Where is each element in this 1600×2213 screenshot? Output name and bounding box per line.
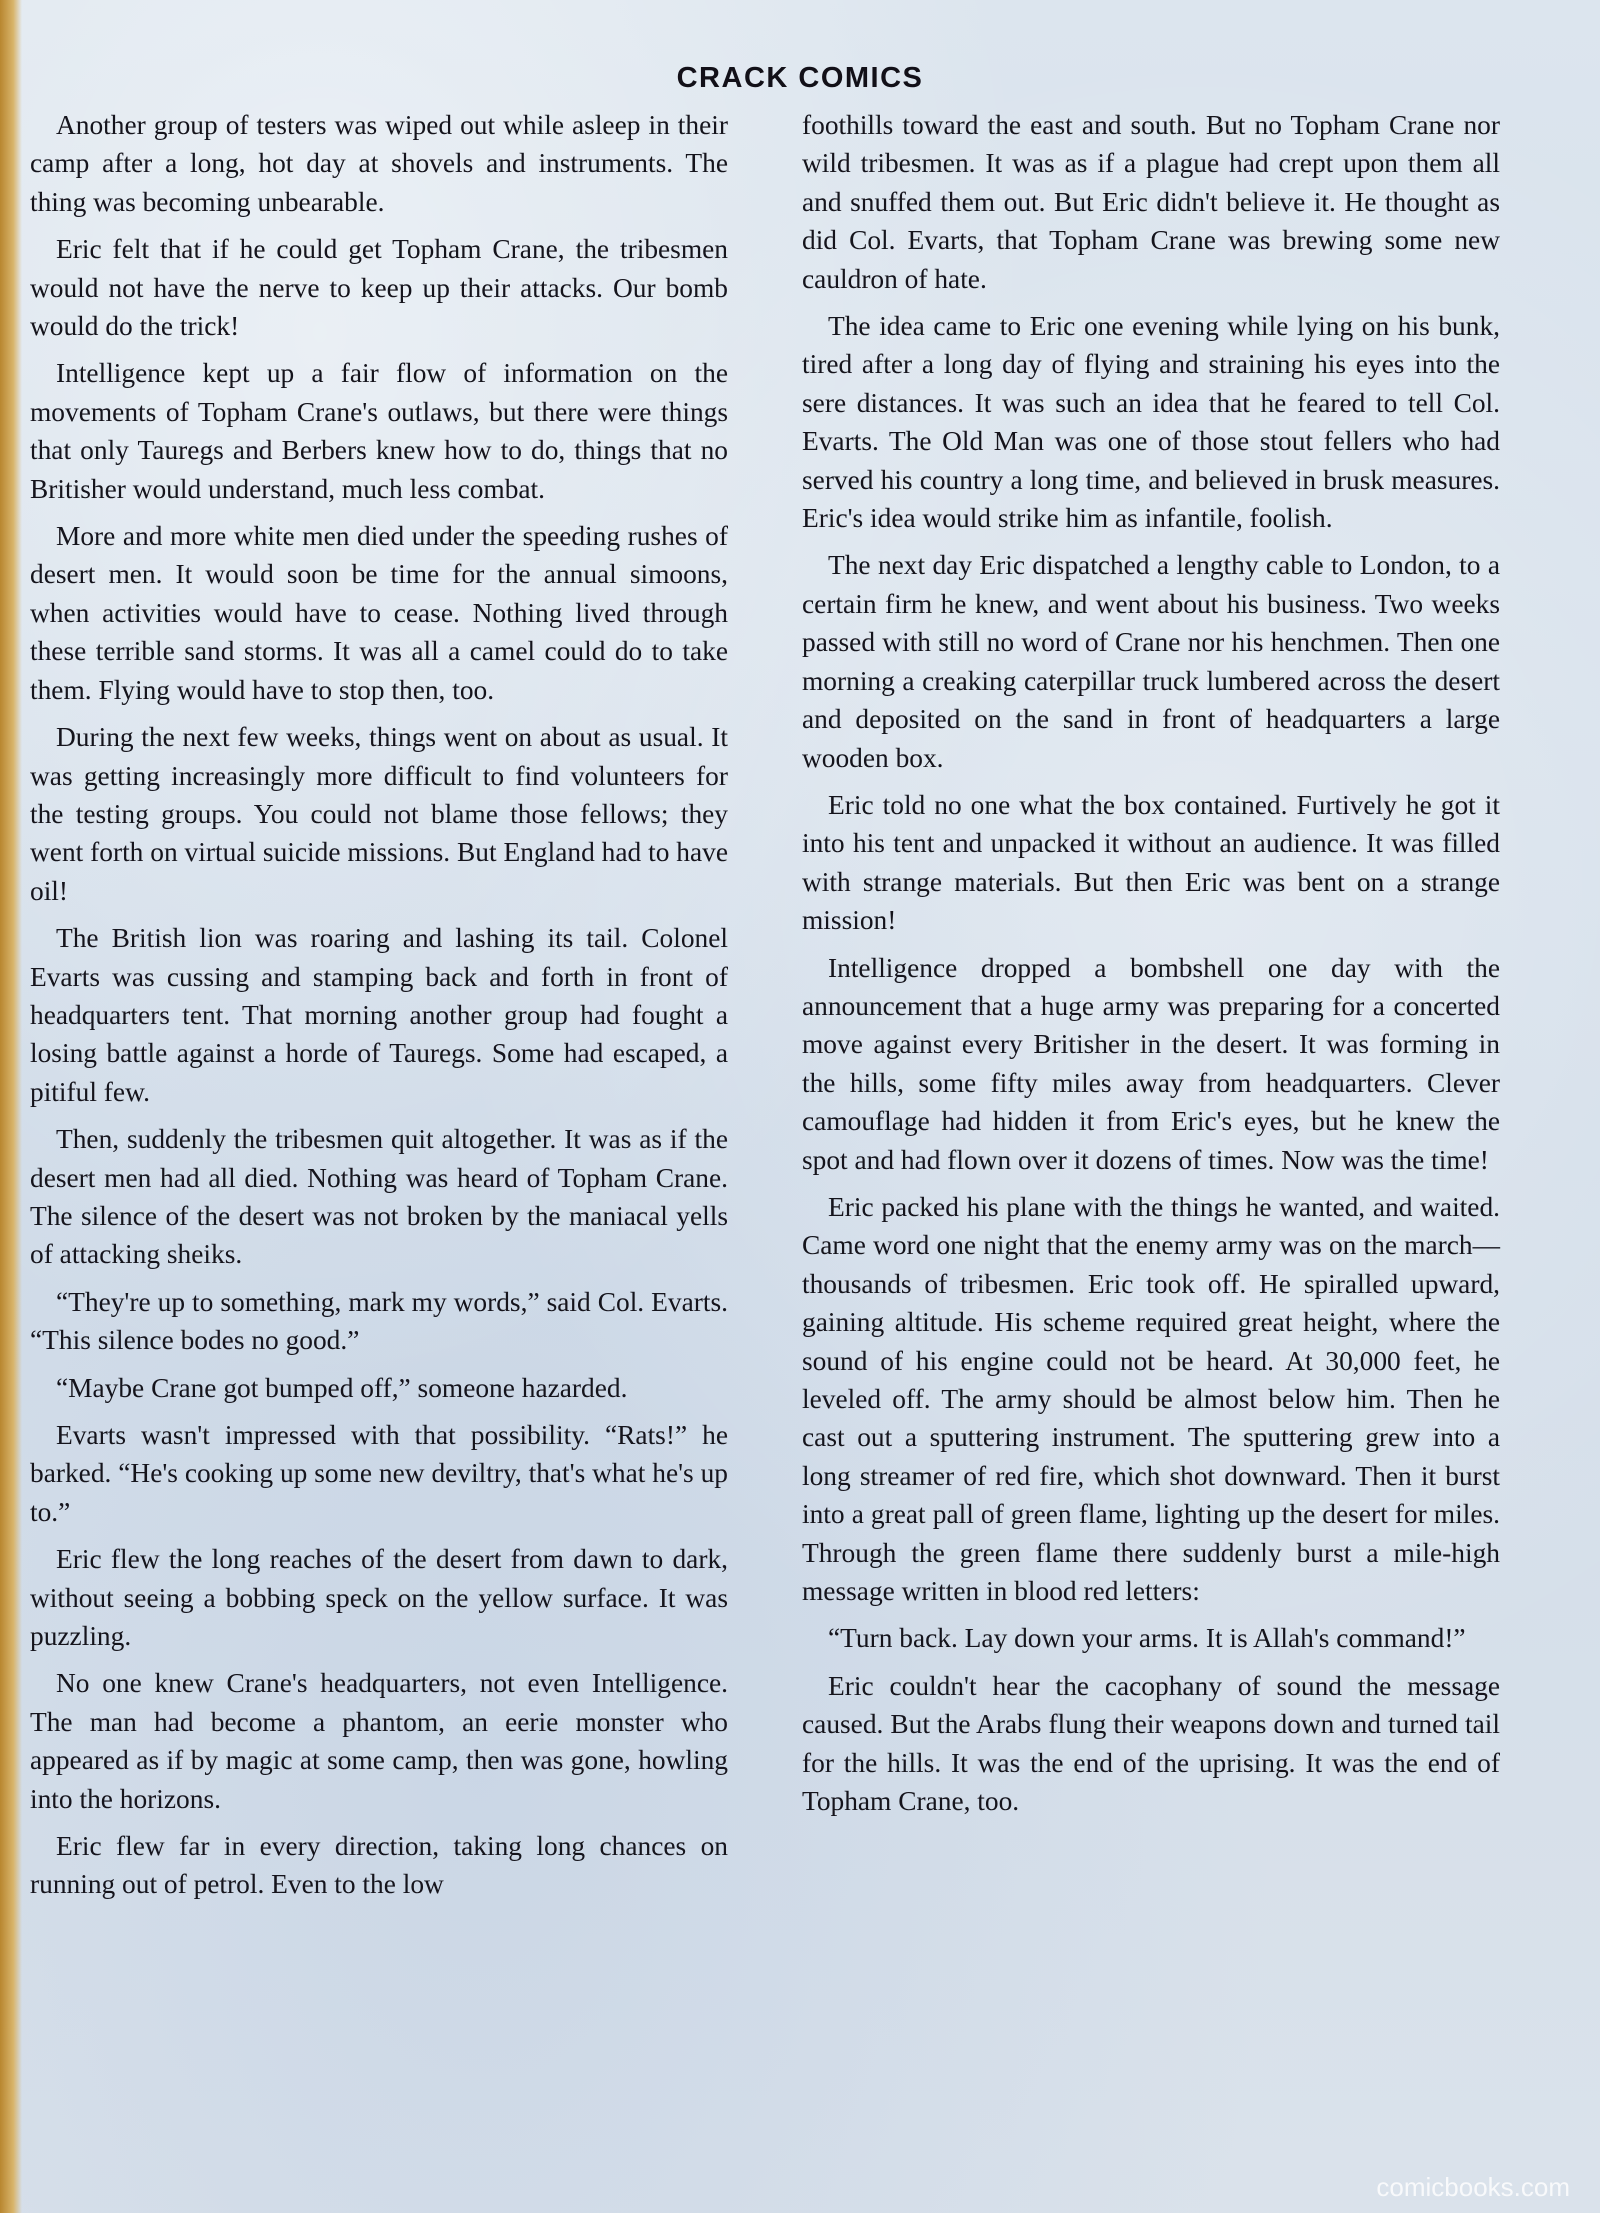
paragraph: foothills toward the east and south. But no Topham Crane nor wild tribesmen. It was as if a plague had crept upon them all and snuffed them out. But Eric didn't believe it. He thought as did Col. Evarts, that Topham Crane was brewing some new cauldron of hate. — [802, 110, 1500, 294]
paragraph: During the next few weeks, things went on about as usual. It was getting increasingly more difficult to find volunteers for the testing groups. You could not blame those fellows; they went forth on virtual suicide missions. But England had to have oil! — [30, 722, 728, 906]
site-watermark: comicbooks.com — [1376, 2172, 1570, 2202]
paragraph: Intelligence dropped a bombshell one day with the announcement that a huge army was preparing for a concerted move against every Britisher in the desert. It was forming in the hills, some fifty miles away from headquarters. Clever camouflage had hidden it from Eric's eyes, but he knew the spot and had flown over it dozens of times. Now was the time! — [802, 952, 1500, 1175]
paragraph: Evarts wasn't impressed with that possibility. “Rats!” he barked. “He's cooking up some new deviltry, that's what he's up to.” — [30, 1420, 728, 1527]
page-header: CRACK COMICS — [676, 62, 924, 94]
paragraph: Eric packed his plane with the things he wanted, and waited. Came word one night that the enemy army was on the march—thousands of tribesmen. Eric took off. He spiralled upward, gaining altitude. His scheme required great height, where the sound of his engine could not be heard. At 30,000 feet, he leveled off. The army should be almost below him. Then he cast out a sputtering instrument. The sputtering grew into a long streamer of red fire, which shot downward. Then it burst into a great pall of green flame, lighting up the desert for miles. Through the green flame there suddenly burst a mile-high message written in blood red letters: — [802, 1191, 1500, 1607]
paragraph: “Maybe Crane got bumped off,” someone hazarded. — [56, 1372, 628, 1403]
right-column — [802, 106, 1500, 1829]
paragraph: The next day Eric dispatched a lengthy cable to London, to a certain firm he knew, and went about his business. Two weeks passed with still no word of Crane nor his henchmen. Then one morning a creaking caterpillar truck lumbered across the desert and deposited on the sand in front of headquarters a large wooden box. — [802, 550, 1500, 773]
paragraph: Eric couldn't hear the cacophany of sound the message caused. But the Arabs flung their weapons down and turned tail for the hills. It was the end of the uprising. It was the end of Topham Crane, too. — [802, 1670, 1500, 1817]
paragraph: The idea came to Eric one evening while lying on his bunk, tired after a long day of flying and straining his eyes into the sere distances. It was such an idea that he feared to tell Col. Evarts. The Old Man was one of those stout fellers who had served his country a long time, and believed in brusk measures. Eric's idea would strike him as infantile, foolish. — [802, 311, 1500, 534]
left-column — [30, 106, 728, 1913]
paragraph: Another group of testers was wiped out while asleep in their camp after a long, hot day at shovels and instruments. The thing was becoming unbearable. — [30, 110, 728, 217]
paragraph: Eric told no one what the box contained. Furtively he got it into his tent and unpacked it without an audience. It was filled with strange materials. But then Eric was bent on a strange mission! — [802, 789, 1500, 936]
page-spine-edge — [0, 0, 22, 2213]
paragraph: More and more white men died under the speeding rushes of desert men. It would soon be time for the annual simoons, when activities would have to cease. Nothing lived through these terrible sand storms. It was all a camel could do to take them. Flying would have to stop then, too. — [30, 521, 728, 705]
paragraph: Eric flew far in every direction, taking long chances on running out of petrol. Even to the low — [30, 1831, 728, 1900]
paragraph: “They're up to something, mark my words,” said Col. Evarts. “This silence bodes no good.” — [30, 1286, 728, 1356]
paragraph: The British lion was roaring and lashing its tail. Colonel Evarts was cussing and stamping back and forth in front of headquarters tent. That morning another group had fought a losing battle against a horde of Tauregs. Some had escaped, a pitiful few. — [30, 923, 728, 1107]
paragraph: Intelligence kept up a fair flow of information on the movements of Topham Crane's outlaws, but there were things that only Tauregs and Berbers knew how to do, things that no Britisher would understand, much less combat. — [30, 358, 728, 504]
paragraph: Eric felt that if he could get Topham Crane, the tribesmen would not have the nerve to keep up their attacks. Our bomb would do the trick! — [30, 234, 728, 342]
paragraph: Eric flew the long reaches of the desert from dawn to dark, without seeing a bobbing speck on the yellow surface. It was puzzling. — [30, 1544, 728, 1652]
paragraph: No one knew Crane's headquarters, not even Intelligence. The man had become a phantom, an eerie monster who appeared as if by magic at some camp, then was gone, howling into the horizons. — [30, 1668, 728, 1814]
paragraph: “Turn back. Lay down your arms. It is Allah's command!” — [828, 1623, 1466, 1654]
paragraph: Then, suddenly the tribesmen quit altogether. It was as if the desert men had all died. Nothing was heard of Topham Crane. The silence of the desert was not broken by the maniacal yells of attacking sheiks. — [30, 1124, 728, 1270]
